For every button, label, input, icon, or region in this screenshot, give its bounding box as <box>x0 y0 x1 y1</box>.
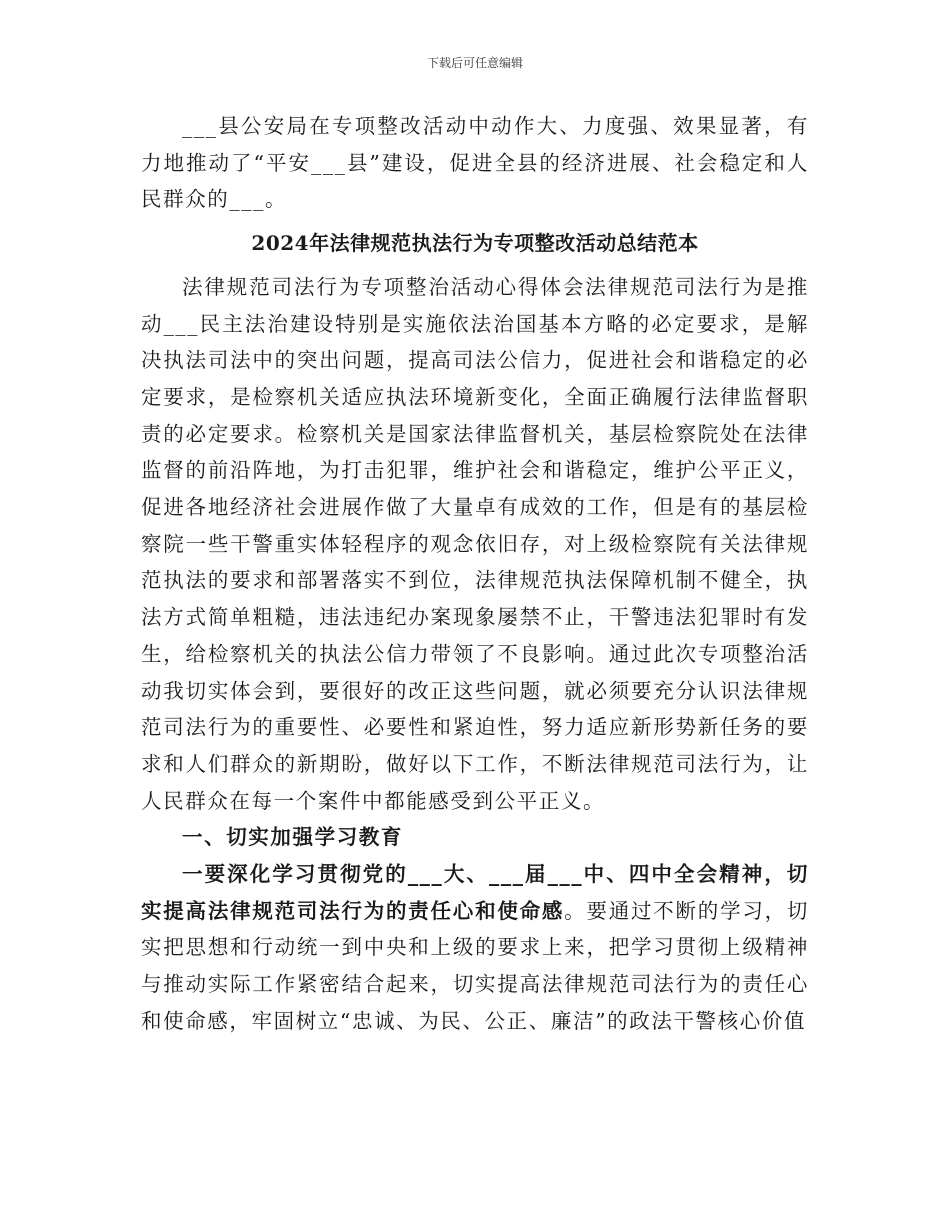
section-paragraph <box>141 856 809 1040</box>
section-lead-bold: 一要深化学习贯彻党的___大、___届___中、四中全会精神，切实提高法律规范司法行为的责任心和使命感 <box>141 862 809 923</box>
intro-paragraph: ___县公安局在专项整改活动中动作大、力度强、效果显著，有力地推动了“平安___县”建设，促进全县的经济进展、社会稳定和人民群众的___。 <box>141 114 809 212</box>
page-header: 下载后可任意编辑 <box>426 56 523 70</box>
body-paragraph: 法律规范司法行为专项整治活动心得体会法律规范司法行为是推动___民主法治建设特别是实施依法治国基本方略的必定要求，是解决执法司法中的突出问题，提高司法公信力，促进社会和谐稳定的必定要求，是检察机关适应执法环境新变化，全面正确履行法律监督职责的必定要求。检察机关是国家法律监督机关，基层检察院处在法律监督的前沿阵地，为打击犯罪，维护社会和谐稳定，维护公平正义，促进各地经济社会进展作做了大量卓有成效的工作，但是有的基层检察院一些干警重实体轻程序的观念依旧存，对上级检察院有关法律规范执法的要求和部署落实不到位，法律规范执法保障机制不健全，执法方式简单粗糙，违法违纪办案现象屡禁不止，干警违法犯罪时有发生，给检察机关的执法公信力带领了不良影响。通过此次专项整治活动我切实体会到，要很好的改正这些问题，就必须要充分认识法律规范司法行为的重要性、必要性和紧迫性，努力适应新形势新任务的要求和人们群众的新期盼，做好以下工作，不断法律规范司法行为，让人民群众在每一个案件中都能感受到公平正义。 <box>141 274 809 813</box>
section-heading: 一、切实加强学习教育 <box>182 825 403 850</box>
document-title: 2024年法律规范执法行为专项整改活动总结范本 <box>251 231 699 256</box>
document-body <box>141 108 809 1040</box>
section-paragraph-rest: 。要通过不断的学习，切实把思想和行动统一到中央和上级的要求上来，把学习贯彻上级精神与推动实际工作紧密结合起来，切实提高法律规范司法行为的责任心和使命感，牢固树立“忠诚、为民、公正、廉洁”的政法干警核心价值 <box>141 898 809 1033</box>
